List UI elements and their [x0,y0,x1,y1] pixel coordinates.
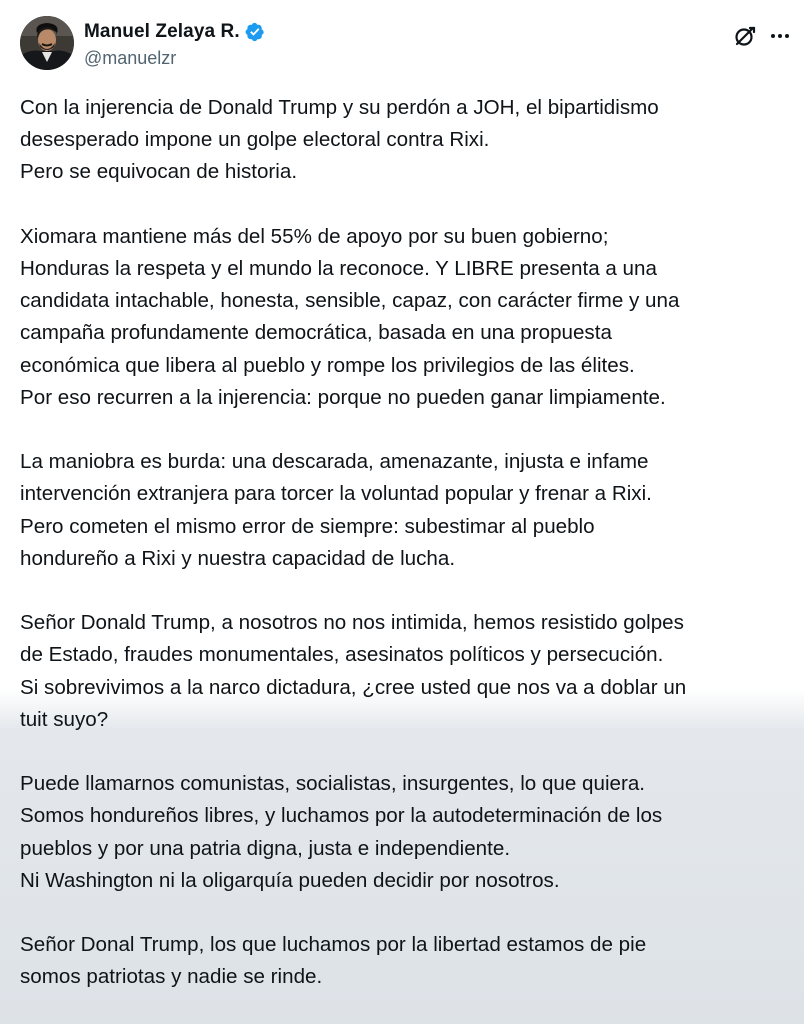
tweet-text [20,92,796,1024]
avatar-photo [20,16,74,70]
more-options-icon[interactable] [768,24,792,48]
verified-badge-icon[interactable] [245,22,265,42]
tweet-line: pueblos y por una patria digna, justa e independiente. [20,836,511,860]
tweet-line: Somos hondureños libres, y luchamos por la autodeterminación de los [20,804,663,828]
tweet-line: Pero se equivocan de historia. [20,160,298,184]
tweet-paragraph [20,221,796,414]
tweet-line: Xiomara mantiene más del 55% de apoyo por su buen gobierno; [20,224,609,248]
tweet-line: Pero cometen el mismo error de siempre: subestimar al pueblo [20,514,595,538]
tweet-paragraph [20,446,796,575]
tweet-line: Señor Donal Trump, los que luchamos por la libertad estamos de pie [20,933,647,957]
tweet-line: Con la injerencia de Donald Trump y su perdón a JOH, el bipartidismo [20,96,659,119]
tweet-line: intervención extranjera para torcer la voluntad popular y frenar a Rixi. [20,482,652,506]
tweet-line: Por eso recurren a la injerencia: porque no pueden ganar limpiamente. [20,385,666,409]
tweet-line: de Estado, fraudes monumentales, asesinatos políticos y persecución. [20,643,664,667]
tweet-line: Ni Washington ni la oligarquía pueden decidir por nosotros. [20,868,560,892]
tweet-line: tuit suyo? [20,707,109,731]
grok-icon[interactable] [733,24,757,48]
avatar[interactable] [20,16,74,70]
tweet-line: Honduras la respeta y el mundo la reconoce. Y LIBRE presenta a una [20,257,657,280]
tweet-line: candidata intachable, honesta, sensible, capaz, con carácter firme y una [20,289,680,313]
tweet-line: hondureño a Rixi y nuestra capacidad de lucha. [20,546,456,570]
author-identity [84,20,265,69]
author-handle[interactable]: @manuelzr [84,48,177,68]
tweet-paragraph [20,92,796,189]
tweet-line: Puede llamarnos comunistas, socialistas, insurgentes, lo que quiera. [20,772,646,796]
tweet-paragraph [20,607,796,736]
tweet-line: Señor Donald Trump, a nosotros no nos intimida, hemos resistido golpes [20,611,684,635]
author-name[interactable]: Manuel Zelaya R. [84,21,240,42]
tweet-line: desesperado impone un golpe electoral contra Rixi. [20,128,490,152]
tweet-header [20,16,790,76]
tweet-paragraph [20,768,796,897]
tweet-line: La maniobra es burda: una descarada, amenazante, injusta e infame [20,450,649,474]
tweet-line: campaña profundamente democrática, basada en una propuesta [20,321,612,345]
tweet-paragraph [20,929,796,993]
tweet-line: económica que libera al pueblo y rompe los privilegios de las élites. [20,353,635,377]
tweet-line: somos patriotas y nadie se rinde. [20,965,323,989]
tweet-line: Si sobrevivimos a la narco dictadura, ¿cree usted que nos va a doblar un [20,675,687,699]
